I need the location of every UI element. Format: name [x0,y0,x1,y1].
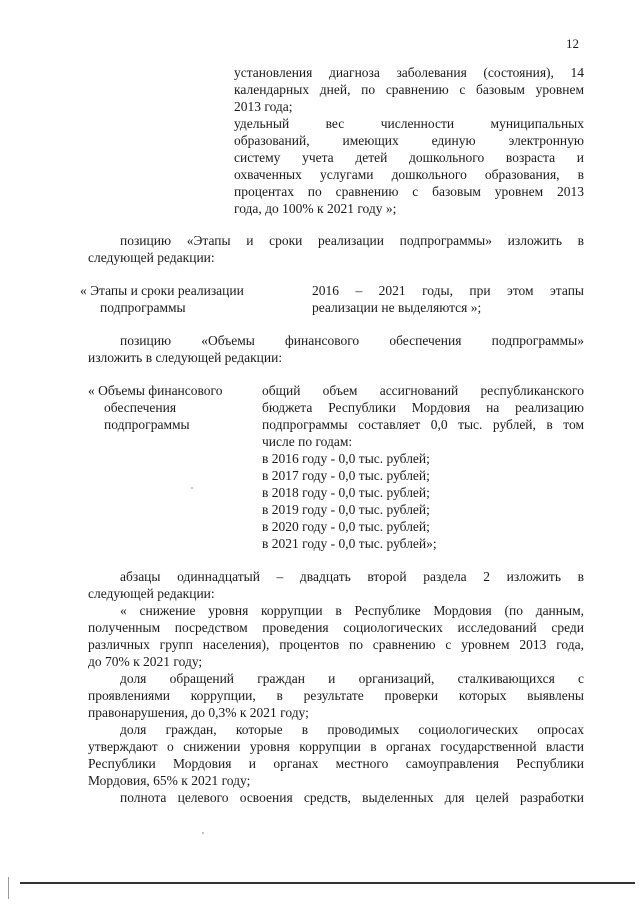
text-line: до 70% к 2021 году; [88,654,203,669]
text-line: полученным посредством проведения социологических исследований среди [88,620,584,635]
stages-value-line: 2016 – 2021 годы, при этом этапы [312,283,584,298]
scan-bottom-rule [20,882,635,884]
finance-label-line: подпрограммы [104,417,190,432]
finance-label-line: « Объемы финансового [88,383,223,398]
finance-year-line: в 2018 году - 0,0 тыс. рублей; [262,485,430,500]
text-line: удельный вес численности муниципальных [234,116,584,131]
text-line: Республики Мордовия и органах местного самоуправления Республики [88,756,584,771]
text-line: доля граждан, которые в проводимых социологических опросах [120,722,584,737]
text-line: позицию «Объемы финансового обеспечения подпрограммы» [120,333,584,348]
finance-year-line: в 2020 году - 0,0 тыс. рублей; [262,519,430,534]
text-line: абзацы одиннадцатый – двадцать второй раздела 2 изложить в [120,569,584,584]
text-line: « снижение уровня коррупции в Республике Мордовия (по данным, [120,603,584,618]
text-line: календарных дней, по сравнению с базовым уровнем [234,82,584,97]
text-line: доля обращений граждан и организаций, сталкивающихся с [120,671,584,686]
scan-edge-mark [8,877,9,899]
text-line: различных групп населения), процентов по сравнению с уровнем 2013 года, [88,637,584,652]
text-line: следующей редакции: [88,586,215,601]
finance-value-line: числе по годам: [262,434,353,449]
finance-year-line: в 2017 году - 0,0 тыс. рублей; [262,468,430,483]
stages-label-line: подпрограммы [100,300,186,315]
text-line: проявлениями коррупции, в результате проверки которых выявлены [88,688,584,703]
text-line: правонарушения, до 0,3% к 2021 году; [88,705,309,720]
text-line: 2013 года; [234,99,293,114]
finance-value-line: подпрограммы составляет 0,0 тыс. рублей, в том [262,417,584,432]
stages-value-line: реализации не выделяются »; [312,300,482,315]
text-line: позицию «Этапы и сроки реализации подпрограммы» изложить в [120,233,584,248]
stages-label-line: « Этапы и сроки реализации [80,283,244,298]
text-line: утверждают о снижении уровня коррупции в органах государственной власти [88,739,584,754]
text-line: следующей редакции: [88,250,215,265]
text-line: установления диагноза заболевания (состояния), 14 [234,65,584,80]
finance-value-line: общий объем ассигнований республиканского [262,383,584,398]
finance-year-line: в 2016 году - 0,0 тыс. рублей; [262,451,430,466]
finance-year-line: в 2021 году - 0,0 тыс. рублей»; [262,536,437,551]
page-number: 12 [566,36,579,51]
text-line: изложить в следующей редакции: [88,350,283,365]
finance-label-line: обеспечения [104,400,177,415]
text-line: полнота целевого освоения средств, выделенных для целей разработки [120,790,584,805]
scan-speck [191,487,193,489]
text-line: Мордовия, 65% к 2021 году; [88,773,251,788]
text-line: процентах по сравнению с базовым уровнем 2013 [234,184,584,199]
scan-speck [202,832,204,834]
text-line: образований, имеющих единую электронную [234,133,584,148]
text-line: охваченных услугами дошкольного образования, в [234,167,584,182]
finance-value-line: бюджета Республики Мордовия на реализацию [262,400,584,415]
text-line: систему учета детей дошкольного возраста и [234,150,584,165]
finance-year-line: в 2019 году - 0,0 тыс. рублей; [262,502,430,517]
text-line: года, до 100% к 2021 году »; [234,201,397,216]
